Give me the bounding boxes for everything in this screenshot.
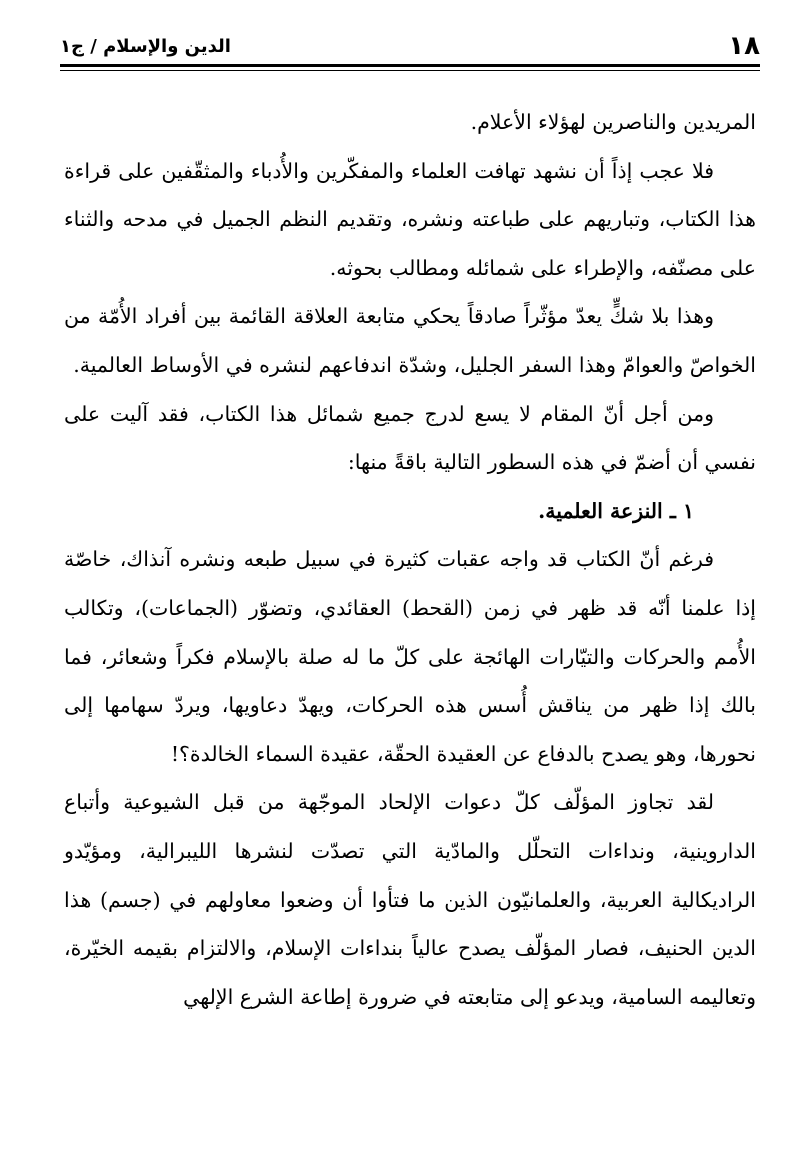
page-number: ١٨ [728,31,760,61]
body-text [64,98,756,1021]
running-title: الدين والإسلام / ج١ [60,36,231,57]
paragraph: المريدين والناصرين لهؤلاء الأعلام. [470,110,756,134]
paragraph: فرغم أنّ الكتاب قد واجه عقبات كثيرة في سبيل طبعه ونشره آنذاك، خاصّة إذا علمنا أنّه قد ظهر في زمن (القحط) العقائدي، وتضوّر (الجماعات)، وتكالب الأُمم والحركات والتيّارات الهائجة على كلّ ما له صلة بالإسلام فكراً وشعائر، فما بالك إذا ظهر من يناقش أُسس هذه الحركات، ويهدّ دعاويها، ويردّ سهامها إلى نحورها، وهو يصدح بالدفاع عن العقيدة الحقّة، عقيدة السماء الخالدة؟! [64,547,756,766]
paragraph: وهذا بلا شكٍّ يعدّ مؤثّراً صادقاً يحكي متابعة العلاقة القائمة بين أفراد الأُمّة من الخواصّ والعوامّ وهذا السفر الجليل، وشدّة اندفاعهم لنشره في الأوساط العالمية. [64,304,756,377]
header-rule-thin [60,70,760,71]
paragraph: ومن أجل أنّ المقام لا يسع لدرج جميع شمائل هذا الكتاب، فقد آليت على نفسي أن أضمّ في هذه السطور التالية باقةً منها: [64,401,756,475]
page-header [60,30,760,66]
section-heading: ١ ـ النزعة العلمية. [538,498,694,523]
header-rule-thick [60,64,760,67]
paragraph: فلا عجب إذاً أن نشهد تهافت العلماء والمفكّرين والأُدباء والمثقّفين على قراءة هذا الكتاب، وتباريهم على طباعته ونشره، وتقديم النظم الجميل في مدحه والثناء على مصنّفه، والإطراء على شمائله ومطالب بحوثه. [64,158,756,280]
paragraph: لقد تجاوز المؤلّف كلّ دعوات الإلحاد الموجّهة من قبل الشيوعية وأتباع الداروينية، ونداءات التحلّل والمادّية التي تصدّت لنشرها الليبرالية، ومؤيّدو الراديكالية العربية، والعلمانيّون الذين ما فتأوا أن وضعوا معاولهم في (جسم) هذا الدين الحنيف، فصار المؤلّف يصدح عالياً بنداءات الإسلام، والالتزام بقيمه الخيّرة، وتعاليمه السامية، ويدعو إلى متابعته في ضرورة إطاعة الشرع الإلهي [64,790,756,1009]
